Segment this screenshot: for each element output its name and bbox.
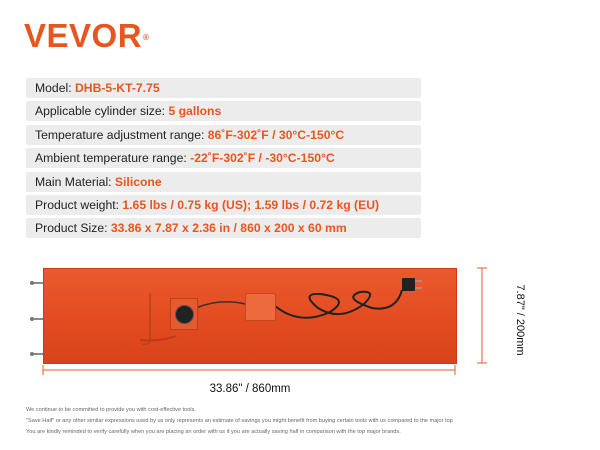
vevor-logo <box>24 18 149 54</box>
note-line: We continue to be committed to provide you with cost-effective tools. <box>26 407 196 413</box>
spec-label: Product Size: <box>35 221 111 236</box>
spec-label: Applicable cylinder size: <box>35 104 169 119</box>
spec-label: Main Material: <box>35 174 115 189</box>
spec-row-cylinder-size <box>26 101 421 121</box>
spec-row-material <box>26 172 421 192</box>
spec-row-ambient-temp <box>26 148 421 168</box>
spec-list <box>26 78 421 242</box>
spec-value: Silicone <box>114 174 162 189</box>
logo-text: VEVOR <box>24 17 143 54</box>
note-line: "Save Half" or any other similar expressions used by us only represents an estimate of savings you might benefit from buying certain tools with us compared to the major top <box>26 418 453 424</box>
length-dimension: 33.86" / 860mm <box>209 383 291 395</box>
junction-box <box>245 293 276 321</box>
registered-mark: ® <box>143 33 150 42</box>
temperature-dial-icon <box>175 305 194 324</box>
spec-label: Model: <box>35 81 75 95</box>
thermostat <box>170 298 198 330</box>
spec-value: 86˚F-302˚F / 30°C-150°C <box>207 127 345 142</box>
spec-value: 1.65 lbs / 0.75 kg (US); 1.59 lbs / 0.72 kg (EU) <box>122 197 380 212</box>
spec-value: DHB-5-KT-7.75 <box>74 81 160 95</box>
spec-value: -22˚F-302˚F / -30°C-150°C <box>190 151 335 166</box>
disclaimer-notes <box>26 405 586 438</box>
spec-value: 5 gallons <box>168 104 222 119</box>
spec-label: Temperature adjustment range: <box>35 127 208 142</box>
spec-row-weight <box>26 195 421 215</box>
note-line: You are kindly reminded to verify carefully when you are placing an order with us if you are actually saving half in comparison with the top major brands. <box>26 429 401 435</box>
spec-row-model <box>26 78 421 98</box>
spec-value: 33.86 x 7.87 x 2.36 in / 860 x 200 x 60 mm <box>110 221 347 236</box>
width-dimension: 7.87" / 200mm <box>514 284 526 356</box>
spec-row-size <box>26 218 421 238</box>
spec-label: Product weight: <box>35 197 123 212</box>
spec-row-temp-adjust <box>26 125 421 145</box>
spec-label: Ambient temperature range: <box>35 151 191 166</box>
